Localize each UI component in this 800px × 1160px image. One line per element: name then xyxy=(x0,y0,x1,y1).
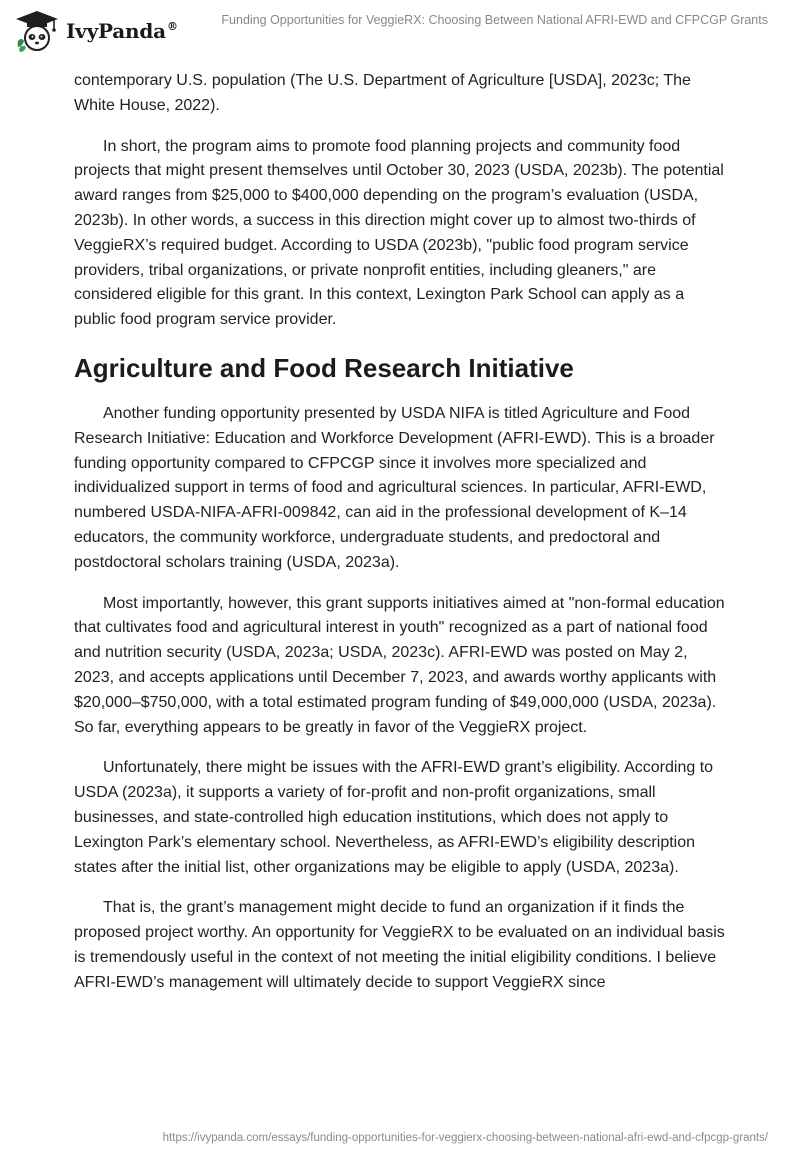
source-url: https://ivypanda.com/essays/funding-opportunities-for-veggierx-choosing-between-national-afri-ewd-and-cfpcgp-grants/ xyxy=(162,1132,768,1144)
section-heading: Agriculture and Food Research Initiative xyxy=(74,352,574,383)
page-header xyxy=(0,0,800,60)
paragraph: In short, the program aims to promote food planning projects and community food projects that might present themselves until October 30, 2023 (USDA, 2023b). The potential award ranges from $25,000 to $400,000 depending on the program’s evaluation (USDA, 2023b). In other words, a success in this direction might cover up to almost two-thirds of VeggieRX’s required budget. According to USDA (2023b), "public food program service providers, tribal organizations, or private nonprofit entities, including gleaners," are considered eligible for this grant. In this context, Lexington Park School can apply as a public food program service provider. xyxy=(74,137,724,329)
ivypanda-logo[interactable] xyxy=(14,8,194,54)
document-title: Funding Opportunities for VeggieRX: Choosing Between National AFRI-EWD and CFPCGP Grants xyxy=(221,13,768,27)
panda-logo-icon xyxy=(14,9,60,53)
paragraph-continued: contemporary U.S. population (The U.S. Department of Agriculture [USDA], 2023c; The White House, 2022). xyxy=(74,72,691,114)
paragraph: Unfortunately, there might be issues with the AFRI-EWD grant’s eligibility. According to USDA (2023a), it supports a variety of for-profit and non-profit organizations, small businesses, and state-controlled high education institutions, which does not apply to Lexington Park’s elementary school. Nevertheless, as AFRI-EWD’s eligibility description states after the initial list, other organizations may be eligible to apply (USDA, 2023a). xyxy=(74,759,714,876)
paragraph: That is, the grant’s management might decide to fund an organization if it finds the proposed project worthy. An opportunity for VeggieRX to be evaluated on an individual basis is tremendously useful in the context of not meeting the initial eligibility conditions. I believe AFRI-EWD’s management will ultimately decide to support VeggieRX since xyxy=(74,899,725,991)
paragraph: Another funding opportunity presented by USDA NIFA is titled Agriculture and Food Research Initiative: Education and Workforce Development (AFRI-EWD). This is a broader funding opportunity compared to CFPCGP since it involves more specialized and individualized support in terms of food and agricultural sciences. In particular, AFRI-EWD, numbered USDA-NIFA-AFRI-009842, can aid in the professional development of K–14 educators, the community workforce, undergraduate students, and predoctoral and postdoctoral scholars training (USDA, 2023a). xyxy=(74,404,715,571)
essay-content xyxy=(74,69,726,1012)
paragraph: Most importantly, however, this grant supports initiatives aimed at "non-formal education that cultivates food and agricultural interest in youth" recognized as a part of national food and nutrition security (USDA, 2023a; USDA, 2023c). AFRI-EWD was posted on May 2, 2023, and accepts applications until December 7, 2023, and awards worthy applicants with $20,000–$750,000, with a total estimated program funding of $49,000,000 (USDA, 2023a). So far, everything appears to be greatly in favor of the VeggieRX project. xyxy=(74,594,725,736)
logo-wordmark: IvyPanda® xyxy=(66,19,178,43)
